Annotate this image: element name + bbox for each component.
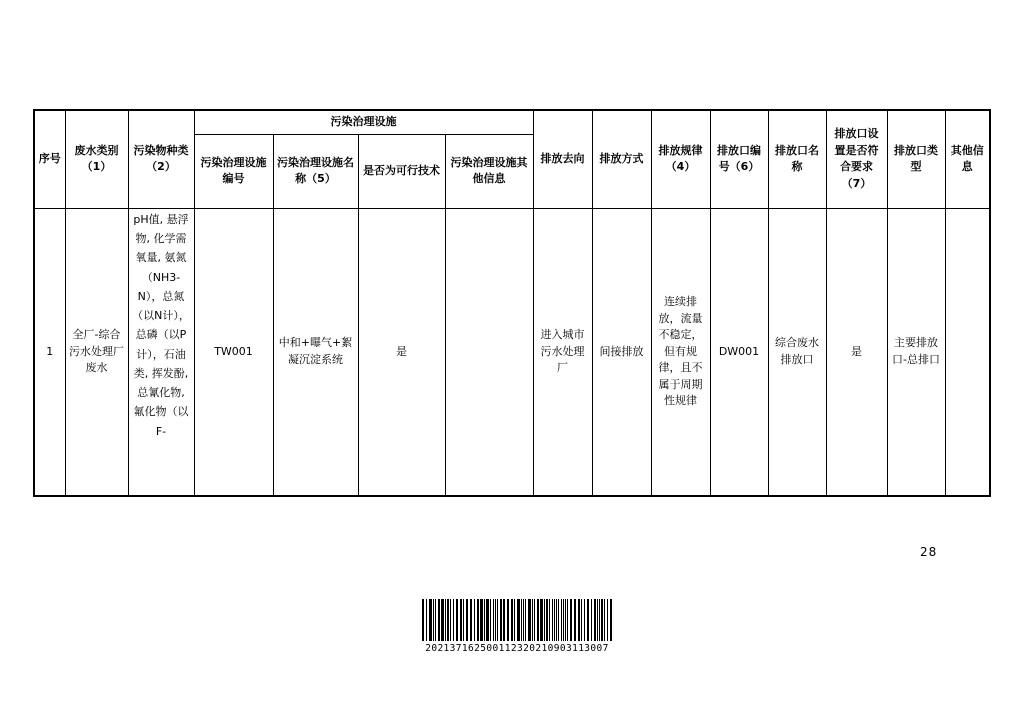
barcode-bar bbox=[532, 599, 533, 641]
pollutant-type-text: pH值, 悬浮物, 化学需氧量, 氨氮（NH3-N），总氮（以N计），总磷（以P计），石油类, 挥发酚, 总氰化物, 氟化物（以F- bbox=[132, 212, 190, 438]
barcode-bar bbox=[549, 599, 550, 641]
barcode-bar bbox=[438, 599, 440, 641]
barcode-bar bbox=[594, 599, 596, 641]
barcode-bar bbox=[567, 599, 568, 641]
header-seq: 序号 bbox=[34, 110, 65, 208]
barcode-bar bbox=[450, 599, 451, 641]
barcode-bar bbox=[445, 599, 446, 641]
barcode-bar bbox=[503, 599, 505, 641]
barcode-bar bbox=[511, 599, 513, 641]
barcode-bar bbox=[599, 599, 600, 641]
barcode-bar bbox=[523, 599, 524, 641]
cell-other-info bbox=[945, 208, 990, 496]
barcode-bar bbox=[521, 599, 522, 641]
barcode-bar bbox=[534, 599, 535, 641]
barcode-value: 202137162500112320210903113007 bbox=[425, 643, 609, 654]
cell-facility-other bbox=[445, 208, 533, 496]
header-outlet-code: 排放口编号（6） bbox=[710, 110, 768, 208]
cell-outlet-compliance: 是 bbox=[826, 208, 887, 496]
barcode-bar bbox=[517, 599, 520, 641]
barcode-bar bbox=[604, 599, 605, 641]
barcode-bar bbox=[528, 599, 531, 641]
barcode-bar bbox=[453, 599, 454, 641]
cell-seq: 1 bbox=[34, 208, 65, 496]
barcode-bar bbox=[497, 599, 498, 641]
barcode-bar bbox=[601, 599, 603, 641]
barcode-bar bbox=[558, 599, 559, 641]
barcode bbox=[417, 599, 617, 654]
barcode-bar bbox=[563, 599, 564, 641]
barcode-bar bbox=[460, 599, 462, 641]
barcode-bar bbox=[463, 599, 464, 641]
header-pollutant-type: 污染物种类（2） bbox=[128, 110, 194, 208]
cell-facility-name: 中和+曝气+絮凝沉淀系统 bbox=[273, 208, 358, 496]
header-discharge-pattern: 排放规律（4） bbox=[651, 110, 710, 208]
header-outlet-type: 排放口类型 bbox=[887, 110, 945, 208]
header-outlet-compliance: 排放口设置是否符合要求（7） bbox=[826, 110, 887, 208]
cell-discharge-destination: 进入城市污水处理厂 bbox=[533, 208, 592, 496]
header-facility-name: 污染治理设施名称（5） bbox=[273, 134, 358, 208]
barcode-bar bbox=[433, 599, 434, 641]
barcode-bar bbox=[578, 599, 580, 641]
barcode-bar bbox=[591, 599, 592, 641]
header-wastewater-type: 废水类别（1） bbox=[65, 110, 128, 208]
barcode-bar bbox=[486, 599, 489, 641]
barcode-bar bbox=[480, 599, 483, 641]
barcode-bar bbox=[525, 599, 526, 641]
header-other-info: 其他信息 bbox=[945, 110, 990, 208]
barcode-bar bbox=[493, 599, 494, 641]
cell-outlet-code: DW001 bbox=[710, 208, 768, 496]
barcode-bar bbox=[429, 599, 432, 641]
header-facility-other: 污染治理设施其他信息 bbox=[445, 134, 533, 208]
barcode-bar bbox=[581, 599, 582, 641]
barcode-bar bbox=[466, 599, 468, 641]
barcode-bar bbox=[490, 599, 491, 641]
table-row bbox=[34, 208, 990, 496]
barcode-bar bbox=[426, 599, 427, 641]
barcode-bar bbox=[435, 599, 436, 641]
barcode-bar bbox=[447, 599, 449, 641]
barcode-bar bbox=[546, 599, 548, 641]
barcode-bar bbox=[544, 599, 545, 641]
cell-discharge-pattern: 连续排放，流量不稳定，但有规律，且不属于周期性规律 bbox=[651, 208, 710, 496]
barcode-bar bbox=[456, 599, 458, 641]
cell-outlet-name: 综合废水排放口 bbox=[768, 208, 826, 496]
cell-discharge-method: 间接排放 bbox=[592, 208, 651, 496]
page-number: 28 bbox=[920, 545, 938, 559]
barcode-bar bbox=[477, 599, 479, 641]
barcode-bar bbox=[474, 599, 475, 641]
header-discharge-destination: 排放去向 bbox=[533, 110, 592, 208]
barcode-bars bbox=[417, 599, 617, 641]
cell-facility-code: TW001 bbox=[194, 208, 273, 496]
barcode-bar bbox=[507, 599, 509, 641]
cell-wastewater-type: 全厂-综合污水处理厂废水 bbox=[65, 208, 128, 496]
barcode-bar bbox=[484, 599, 485, 641]
barcode-bar bbox=[500, 599, 502, 641]
barcode-bar bbox=[574, 599, 576, 641]
barcode-bar bbox=[495, 599, 496, 641]
barcode-bar bbox=[540, 599, 543, 641]
barcode-bar bbox=[552, 599, 553, 641]
barcode-bar bbox=[597, 599, 598, 641]
barcode-bar bbox=[607, 599, 608, 641]
barcode-bar bbox=[570, 599, 572, 641]
header-discharge-method: 排放方式 bbox=[592, 110, 651, 208]
cell-feasible-tech: 是 bbox=[358, 208, 445, 496]
barcode-bar bbox=[422, 599, 424, 641]
cell-pollutant-type bbox=[128, 208, 194, 496]
barcode-bar bbox=[561, 599, 562, 641]
barcode-bar bbox=[565, 599, 566, 641]
header-outlet-name: 排放口名称 bbox=[768, 110, 826, 208]
discharge-outlet-table bbox=[33, 109, 991, 497]
header-facility-code: 污染治理设施编号 bbox=[194, 134, 273, 208]
barcode-bar bbox=[537, 599, 539, 641]
barcode-bar bbox=[441, 599, 444, 641]
header-feasible-tech: 是否为可行技术 bbox=[358, 134, 445, 208]
barcode-bar bbox=[556, 599, 557, 641]
barcode-bar bbox=[554, 599, 555, 641]
barcode-bar bbox=[470, 599, 472, 641]
barcode-bar bbox=[584, 599, 585, 641]
barcode-bar bbox=[514, 599, 515, 641]
barcode-bar bbox=[587, 599, 589, 641]
header-treatment-facility-group: 污染治理设施 bbox=[194, 110, 533, 134]
cell-outlet-type: 主要排放口-总排口 bbox=[887, 208, 945, 496]
barcode-bar bbox=[610, 599, 612, 641]
